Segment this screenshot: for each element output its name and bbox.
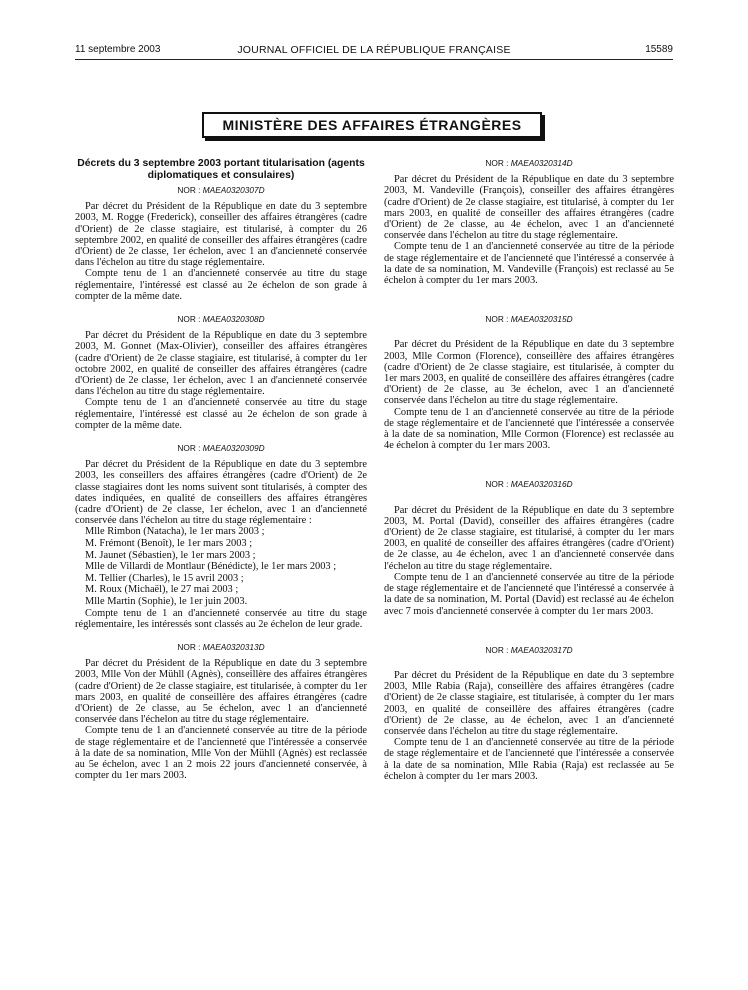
decree-paragraph: Compte tenu de 1 an d'ancienneté conservée au titre du stage réglementaire, les intéressés sont classés au 2e échelon de leur grade. [75, 607, 367, 630]
header-date: 11 septembre 2003 [75, 44, 161, 55]
names-list [75, 526, 367, 607]
list-item: M. Roux (Michaël), le 27 mai 2003 ; [85, 584, 239, 596]
decree-paragraph: Par décret du Président de la République en date du 3 septembre 2003, Mlle Von der Mühll (Agnès), conseillère des affaires étrangères (cadre d'Orient) de 2e classe stagiaire, est titularisée, à compter du 1er mars 2003, en qualité de conseillère des affaires étrangères (cadre d'Orient) de 2e classe, au 5e échelon, avec 1 an d'ancienneté conservée dans l'échelon au titre du stage réglementaire. [75, 658, 367, 726]
decree-paragraph: Par décret du Président de la République en date du 3 septembre 2003, M. Gonnet (Max-Olivier), conseiller des affaires étrangères (cadre d'Orient) de 2e classe stagiaire, est titularisé, à compter du 1er octobre 2002, en qualité de conseiller des affaires étrangères (cadre d'Orient) de 2e classe, 1er échelon, avec 1 an d'ancienneté conservée dans l'échelon au titre du stage réglementaire. [75, 330, 367, 398]
decree-paragraph: Compte tenu de 1 an d'ancienneté conservée au titre de la période de stage réglementaire et de l'ancienneté que l'intéressé a conservée à la date de sa nomination, M. Portal (David) est reclassé au 4e échelon avec 7 mois d'ancienneté conservée à compter du 1er mars 2003. [384, 571, 674, 617]
left-column [75, 158, 367, 781]
nor-reference: NOR : MAEA0320316D [485, 479, 573, 490]
header-rule [75, 59, 673, 60]
nor-reference: NOR : MAEA0320314D [485, 158, 573, 168]
nor-reference: NOR : MAEA0320315D [485, 314, 573, 325]
journal-title: JOURNAL OFFICIEL DE LA RÉPUBLIQUE FRANÇAISE [237, 44, 511, 56]
page-header [75, 44, 673, 58]
decree-paragraph: Par décret du Président de la République en date du 3 septembre 2003, M. Vandeville (François), conseiller des affaires étrangères (cadre d'Orient) de 2e classe stagiaire, est titularisé, à compter du 1er mars 2003, en qualité de conseiller des affaires étrangères (cadre d'Orient) de 2e classe, au 4e échelon, avec 1 an d'ancienneté conservée dans l'échelon au titre du stage réglementaire. [384, 174, 674, 242]
decree-paragraph: Par décret du Président de la République en date du 3 septembre 2003, M. Rogge (Frederick), conseiller des affaires étrangères (cadre d'Orient) de 2e classe stagiaire, est titularisé, à compter du 26 septembre 2002, en qualité de conseiller des affaires étrangères (cadre d'Orient) de 2e classe, 1er échelon, avec 1 an d'ancienneté conservée dans l'échelon au titre du stage réglementaire. [75, 201, 367, 269]
nor-reference: NOR : MAEA0320313D [177, 642, 265, 653]
nor-reference: NOR : MAEA0320309D [177, 443, 265, 454]
decree-group-title: Décrets du 3 septembre 2003 portant titularisation (agents diplomatiques et consulaires) [77, 158, 365, 181]
decree-paragraph: Compte tenu de 1 an d'ancienneté conservée au titre du stage réglementaire, l'intéressé est classé au 2e échelon de son grade à compter de la même date. [75, 268, 367, 302]
nor-reference: NOR : MAEA0320307D [177, 185, 265, 195]
nor-reference: NOR : MAEA0320317D [485, 644, 573, 655]
list-item: Mlle Martin (Sophie), le 1er juin 2003. [85, 596, 248, 608]
decree-paragraph: Compte tenu de 1 an d'ancienneté conservée au titre de la période de stage réglementaire et de l'ancienneté que l'intéressée a conservée à la date de sa nomination, Mlle Rabia (Raja) est reclassée au 5e échelon à compter du 1er mars 2003. [384, 737, 674, 782]
decree-paragraph: Compte tenu de 1 an d'ancienneté conservée au titre de la période de stage réglementaire et de l'ancienneté que l'intéressé a conservée à la date de sa nomination, M. Vandeville (François) est reclassé au 5e échelon à compter du 1er mars 2003. [384, 241, 674, 287]
page-number: 15589 [645, 44, 673, 55]
ministry-heading: MINISTÈRE DES AFFAIRES ÉTRANGÈRES [202, 112, 542, 138]
decree-paragraph: Compte tenu de 1 an d'ancienneté conservée au titre de la période de stage réglementaire et de l'ancienneté que l'intéressée a conservée à la date de sa nomination, Mlle Von der Mühll (Agnès) est reclassée au 5e échelon, avec 1 an 2 mois 22 jours d'ancienneté conservée, à compter du 1er mars 2003. [75, 725, 367, 782]
decree-paragraph: Par décret du Président de la République en date du 3 septembre 2003, les conseillers des affaires étrangères (cadre d'Orient) de 2e classe stagiaires dont les noms suivent sont titularisés, à compter des dates indiquées, en qualité de conseillers des affaires étrangères (cadre d'Orient) de 2e classe, 1er échelon, avec 1 an d'ancienneté conservée dans l'échelon au titre du stage réglementaire : [75, 459, 367, 527]
list-item: M. Frémont (Benoît), le 1er mars 2003 ; [85, 538, 253, 550]
nor-reference: NOR : MAEA0320308D [177, 314, 265, 325]
decree-paragraph: Compte tenu de 1 an d'ancienneté conservée au titre du stage réglementaire, l'intéressé est classé au 2e échelon de son grade à compter de la même date. [75, 397, 367, 431]
list-item: M. Jaunet (Sébastien), le 1er mars 2003 ; [85, 549, 256, 561]
right-column [384, 158, 674, 782]
list-item: Mlle Rimbon (Natacha), le 1er mars 2003 ; [85, 526, 265, 538]
list-item: Mlle de Villardi de Montlaur (Bénédicte), le 1er mars 2003 ; [85, 561, 337, 573]
list-item: M. Tellier (Charles), le 15 avril 2003 ; [85, 572, 244, 584]
decree-paragraph: Par décret du Président de la République en date du 3 septembre 2003, Mlle Cormon (Florence), conseillère des affaires étrangères (cadre d'Orient) de 2e classe stagiaire, est titularisée, à compter du 1er mars 2003, en qualité de conseillère des affaires étrangères (cadre d'Orient) de 2e classe, au 3e échelon, avec 1 an d'ancienneté conservée dans l'échelon au titre du stage réglementaire. [384, 339, 674, 407]
decree-paragraph: Par décret du Président de la République en date du 3 septembre 2003, Mlle Rabia (Raja), conseillère des affaires étrangères (cadre d'Orient) de 2e classe stagiaire, est titularisée, à compter du 1er mars 2003, en qualité de conseillère des affaires étrangères (cadre d'Orient) de 2e classe, au 4e échelon, avec 1 an d'ancienneté conservée dans l'échelon au titre du stage réglementaire. [384, 669, 674, 737]
decree-paragraph: Par décret du Président de la République en date du 3 septembre 2003, M. Portal (David), conseiller des affaires étrangères (cadre d'Orient) de 2e classe stagiaire, est titularisé, à compter du 1er mars 2003, en qualité de conseiller des affaires étrangères (cadre d'Orient) de 2e classe, au 4e échelon, avec 1 an d'ancienneté conservée dans l'échelon au titre du stage réglementaire. [384, 504, 674, 572]
decree-paragraph: Compte tenu de 1 an d'ancienneté conservée au titre de la période de stage réglementaire et de l'ancienneté que l'intéressée a conservée à la date de sa nomination, Mlle Cormon (Florence) est reclassée au 4e échelon à compter du 1er mars 2003. [384, 406, 674, 452]
